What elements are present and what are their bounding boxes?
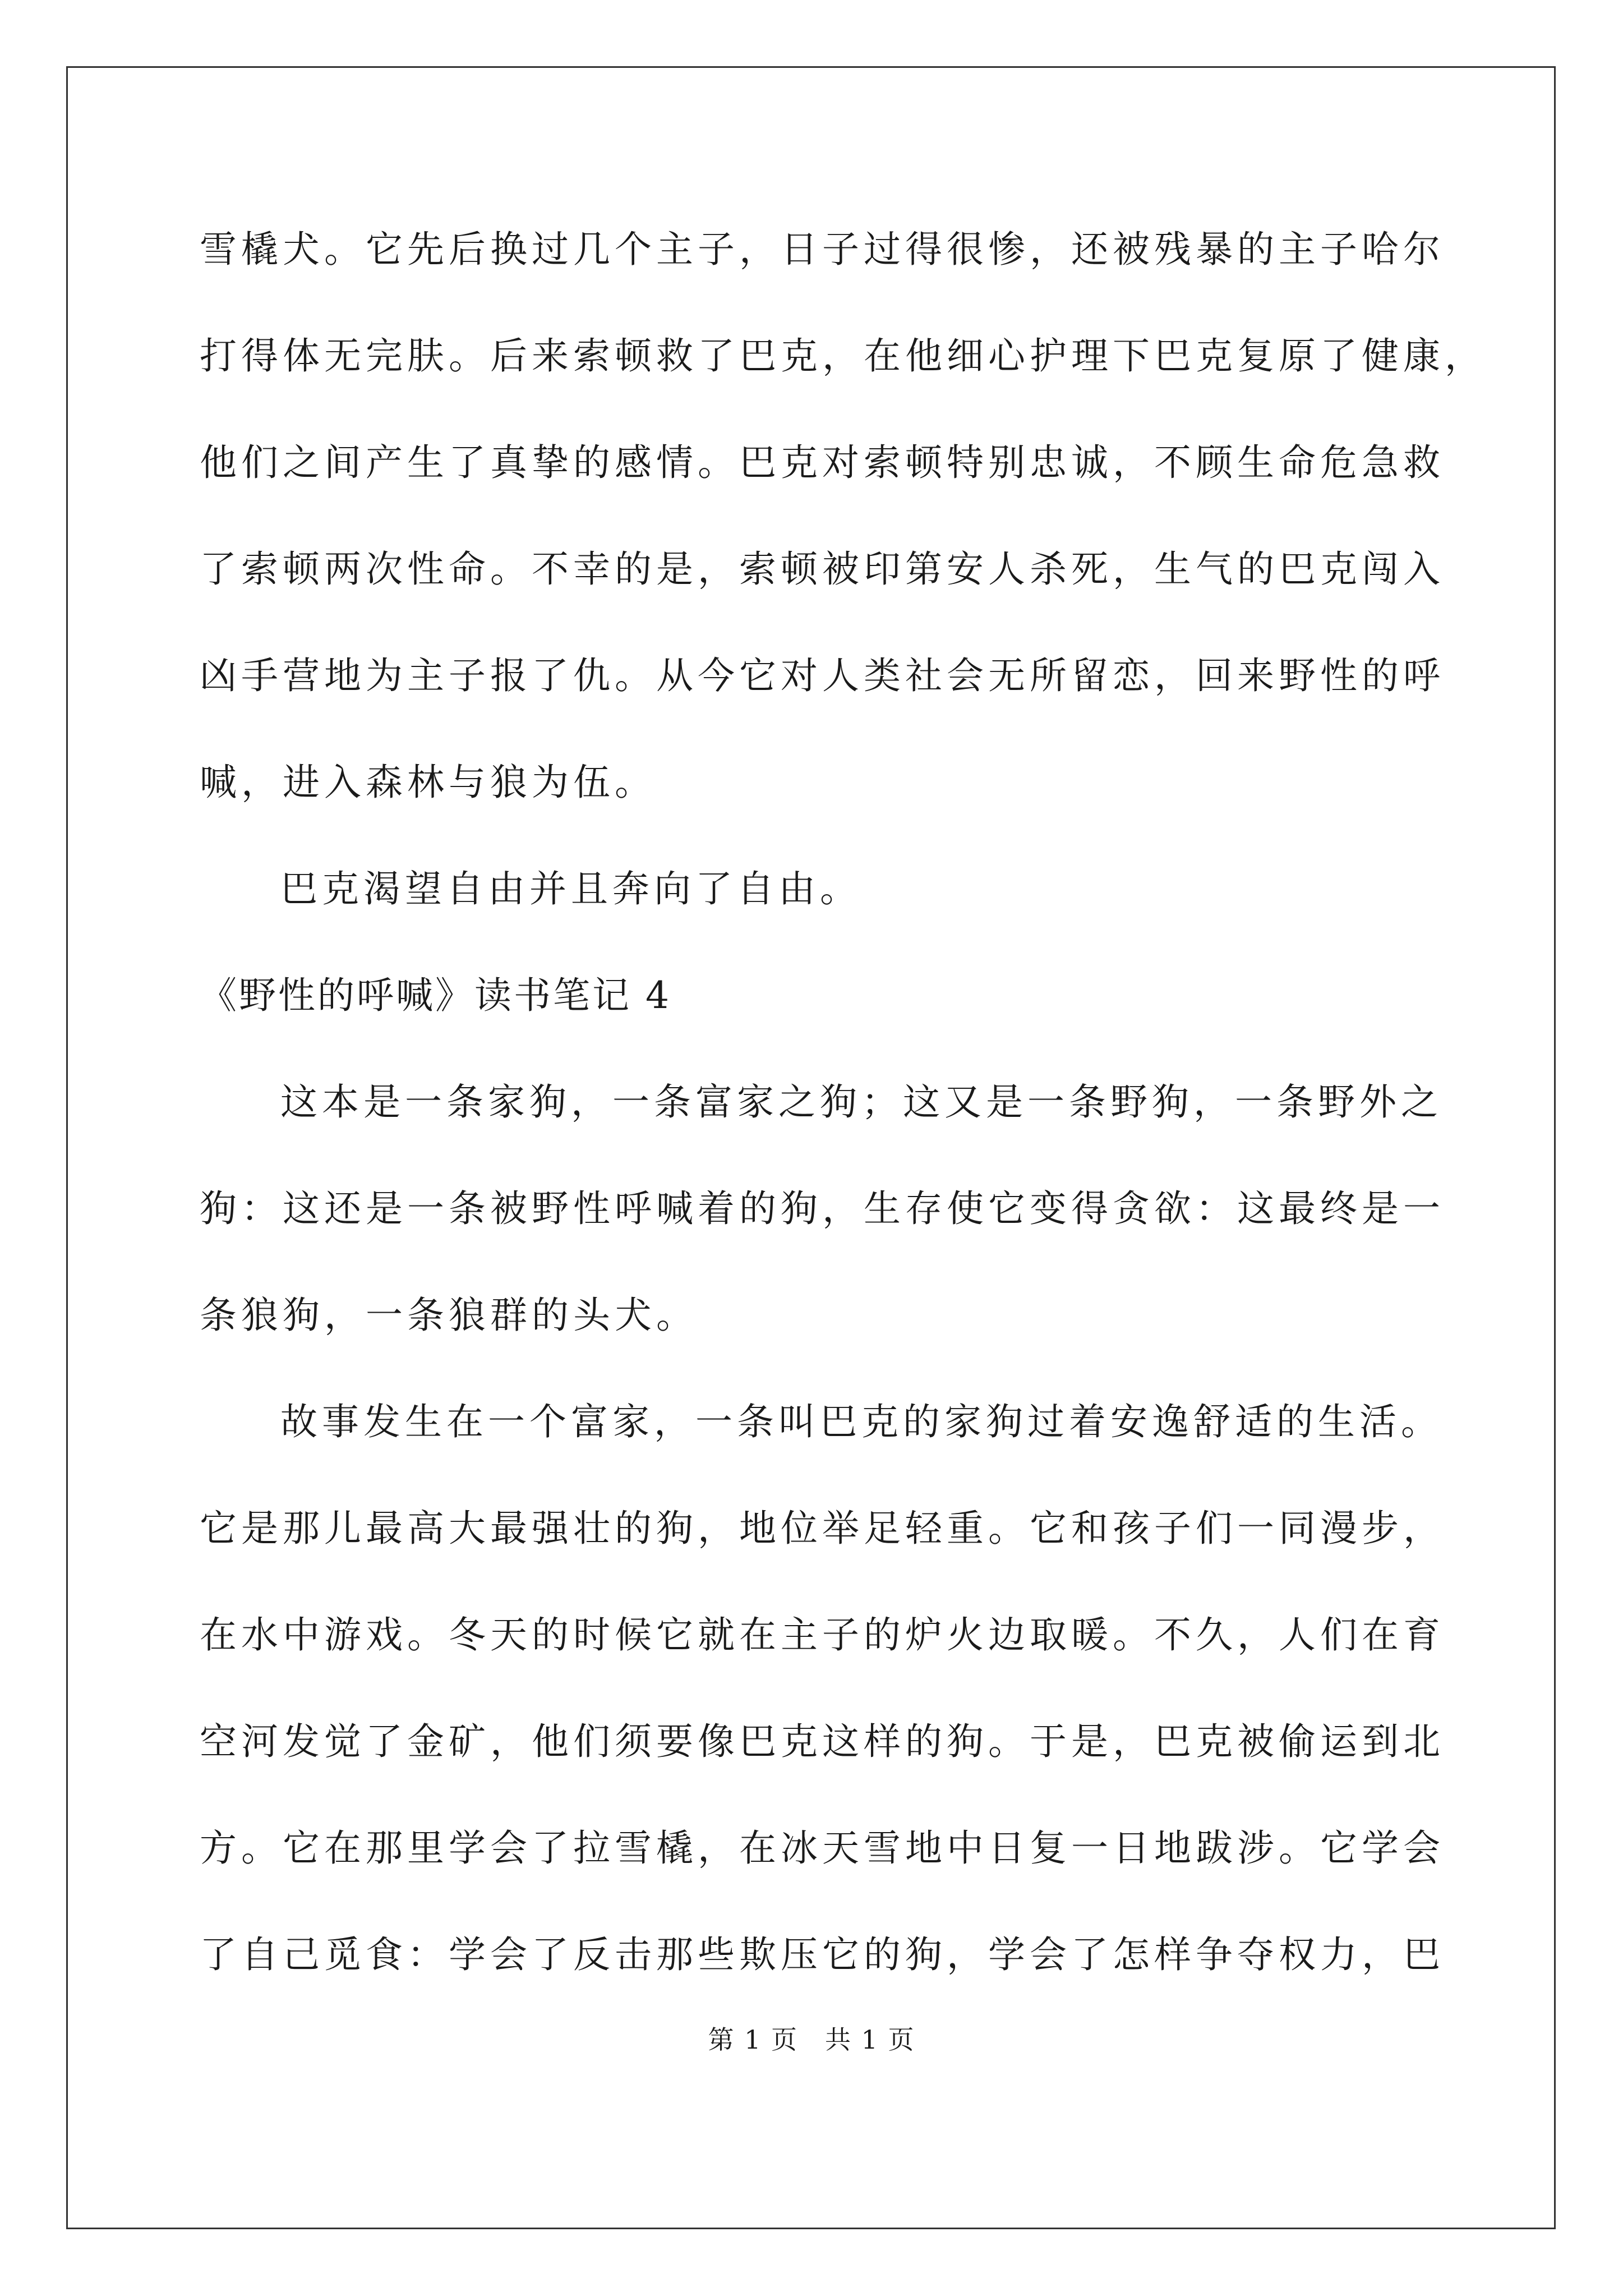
- body-line-12: 故事发生在一个富家，一条叫巴克的家狗过着安逸舒适的生活。: [280, 1400, 1442, 1443]
- body-line-16: 方。它在那里学会了拉雪橇，在冰天雪地中日复一日地跋涉。它学会: [200, 1826, 1445, 1870]
- body-line-1: 雪橇犬。它先后换过几个主子，日子过得很惨，还被残暴的主子哈尔: [200, 228, 1445, 271]
- paragraph-line: 巴克渴望自由并且奔向了自由。: [280, 867, 861, 910]
- body-line-15: 空河发觉了金矿，他们须要像巴克这样的狗。于是，巴克被偷运到北: [200, 1720, 1445, 1763]
- section-heading: 《野性的呼喊》读书笔记 4: [200, 974, 671, 1017]
- page-border: [66, 66, 1556, 2229]
- body-line-6: 喊，进入森林与狼为伍。: [200, 761, 656, 804]
- body-line-10: 狗：这还是一条被野性呼喊着的狗，生存使它变得贪欲：这最终是一: [200, 1187, 1445, 1230]
- body-line-5: 凶手营地为主子报了仇。从今它对人类社会无所留恋，回来野性的呼: [200, 654, 1445, 697]
- page-footer: 第 1 页 共 1 页: [708, 2024, 915, 2055]
- body-line-9: 这本是一条家狗，一条富家之狗；这又是一条野狗，一条野外之: [280, 1080, 1442, 1124]
- body-line-14: 在水中游戏。冬天的时候它就在主子的炉火边取暖。不久，人们在育: [200, 1613, 1445, 1657]
- body-line-3: 他们之间产生了真挚的感情。巴克对索顿特别忠诚，不顾生命危急救: [200, 441, 1445, 484]
- body-line-11: 条狼狗，一条狼群的头犬。: [200, 1294, 698, 1337]
- body-line-13: 它是那儿最高大最强壮的狗，地位举足轻重。它和孩子们一同漫步，: [200, 1507, 1445, 1550]
- body-line-4: 了索顿两次性命。不幸的是，索顿被印第安人杀死，生气的巴克闯入: [200, 547, 1445, 591]
- body-line-17: 了自己觅食：学会了反击那些欺压它的狗，学会了怎样争夺权力，巴: [200, 1933, 1445, 1976]
- body-line-2: 打得体无完肤。后来索顿救了巴克，在他细心护理下巴克复原了健康，: [200, 334, 1486, 378]
